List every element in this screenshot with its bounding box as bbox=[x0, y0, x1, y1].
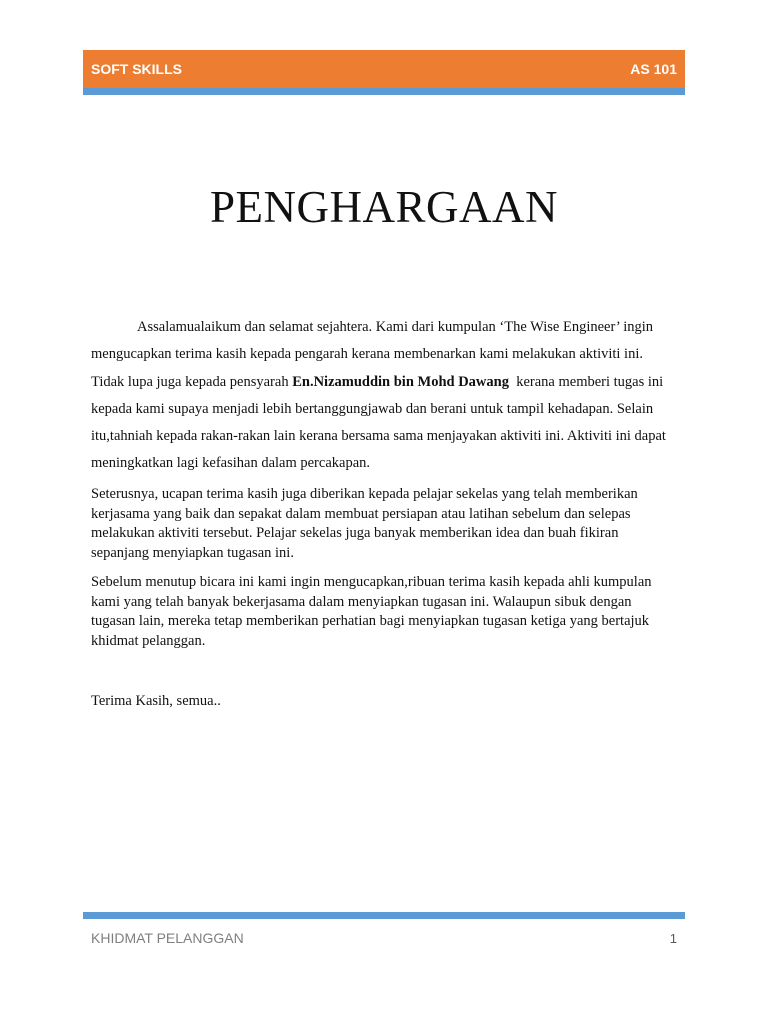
closing-line bbox=[91, 692, 677, 712]
header-divider bbox=[83, 88, 685, 95]
page-header bbox=[83, 50, 685, 88]
paragraph-classmates bbox=[91, 485, 677, 563]
lecturer-name: En.Nizamuddin bin Mohd Dawang bbox=[292, 373, 509, 390]
header-course-title: SOFT SKILLS bbox=[91, 61, 182, 77]
page-title: PENGHARGAAN bbox=[209, 182, 558, 232]
paragraph-acknowledgement bbox=[91, 314, 677, 478]
footer-divider bbox=[83, 912, 685, 919]
page-number: 1 bbox=[669, 930, 677, 946]
paragraph3-text: Sebelum menutup bicara ini kami ingin mengucapkan,ribuan terima kasih kepada ahli kumpulan kami yang telah banyak bekerjasama dalam menyiapkan tugasan ini. Walaupun sibuk dengan tugasan lain, mereka tetap memberikan perhatian bagi menyiapkan tugasan ketiga yang bertajuk khidmat pelanggan. bbox=[91, 574, 652, 649]
paragraph1-text-start: Assalamualaikum dan selamat sejahtera. Kami dari kumpulan ‘The Wise Engineer’ ingin mengucapkan terima kasih kepada pengarah kerana membenarkan kami melakukan aktiviti ini. Tidak lupa juga kepada pensyarah bbox=[91, 319, 654, 390]
page-footer bbox=[91, 930, 677, 946]
paragraph-group-members bbox=[91, 573, 677, 651]
header-course-code: AS 101 bbox=[630, 61, 677, 77]
paragraph2-text: Seterusnya, ucapan terima kasih juga diberikan kepada pelajar sekelas yang telah memberikan kerjasama yang baik dan sepakat dalam membuat persiapan atau latihan sebelum dan selepas melakukan aktiviti tersebut. Pelajar sekelas juga banyak memberikan idea dan buah fikiran sepanjang menyiapkan tugasan ini. bbox=[91, 486, 638, 561]
closing-text: Terima Kasih, semua.. bbox=[91, 693, 221, 709]
footer-title: KHIDMAT PELANGGAN bbox=[91, 930, 244, 946]
paragraph1-text-end: kerana memberi tugas ini kepada kami supaya menjadi lebih bertanggungjawab dan berani untuk tampil kehadapan. Selain itu,tahniah kepada rakan-rakan lain kerana bersama sama menjayakan aktiviti ini. Aktiviti ini dapat meningkatkan lagi kefasihan dalam percakapan. bbox=[91, 373, 670, 472]
